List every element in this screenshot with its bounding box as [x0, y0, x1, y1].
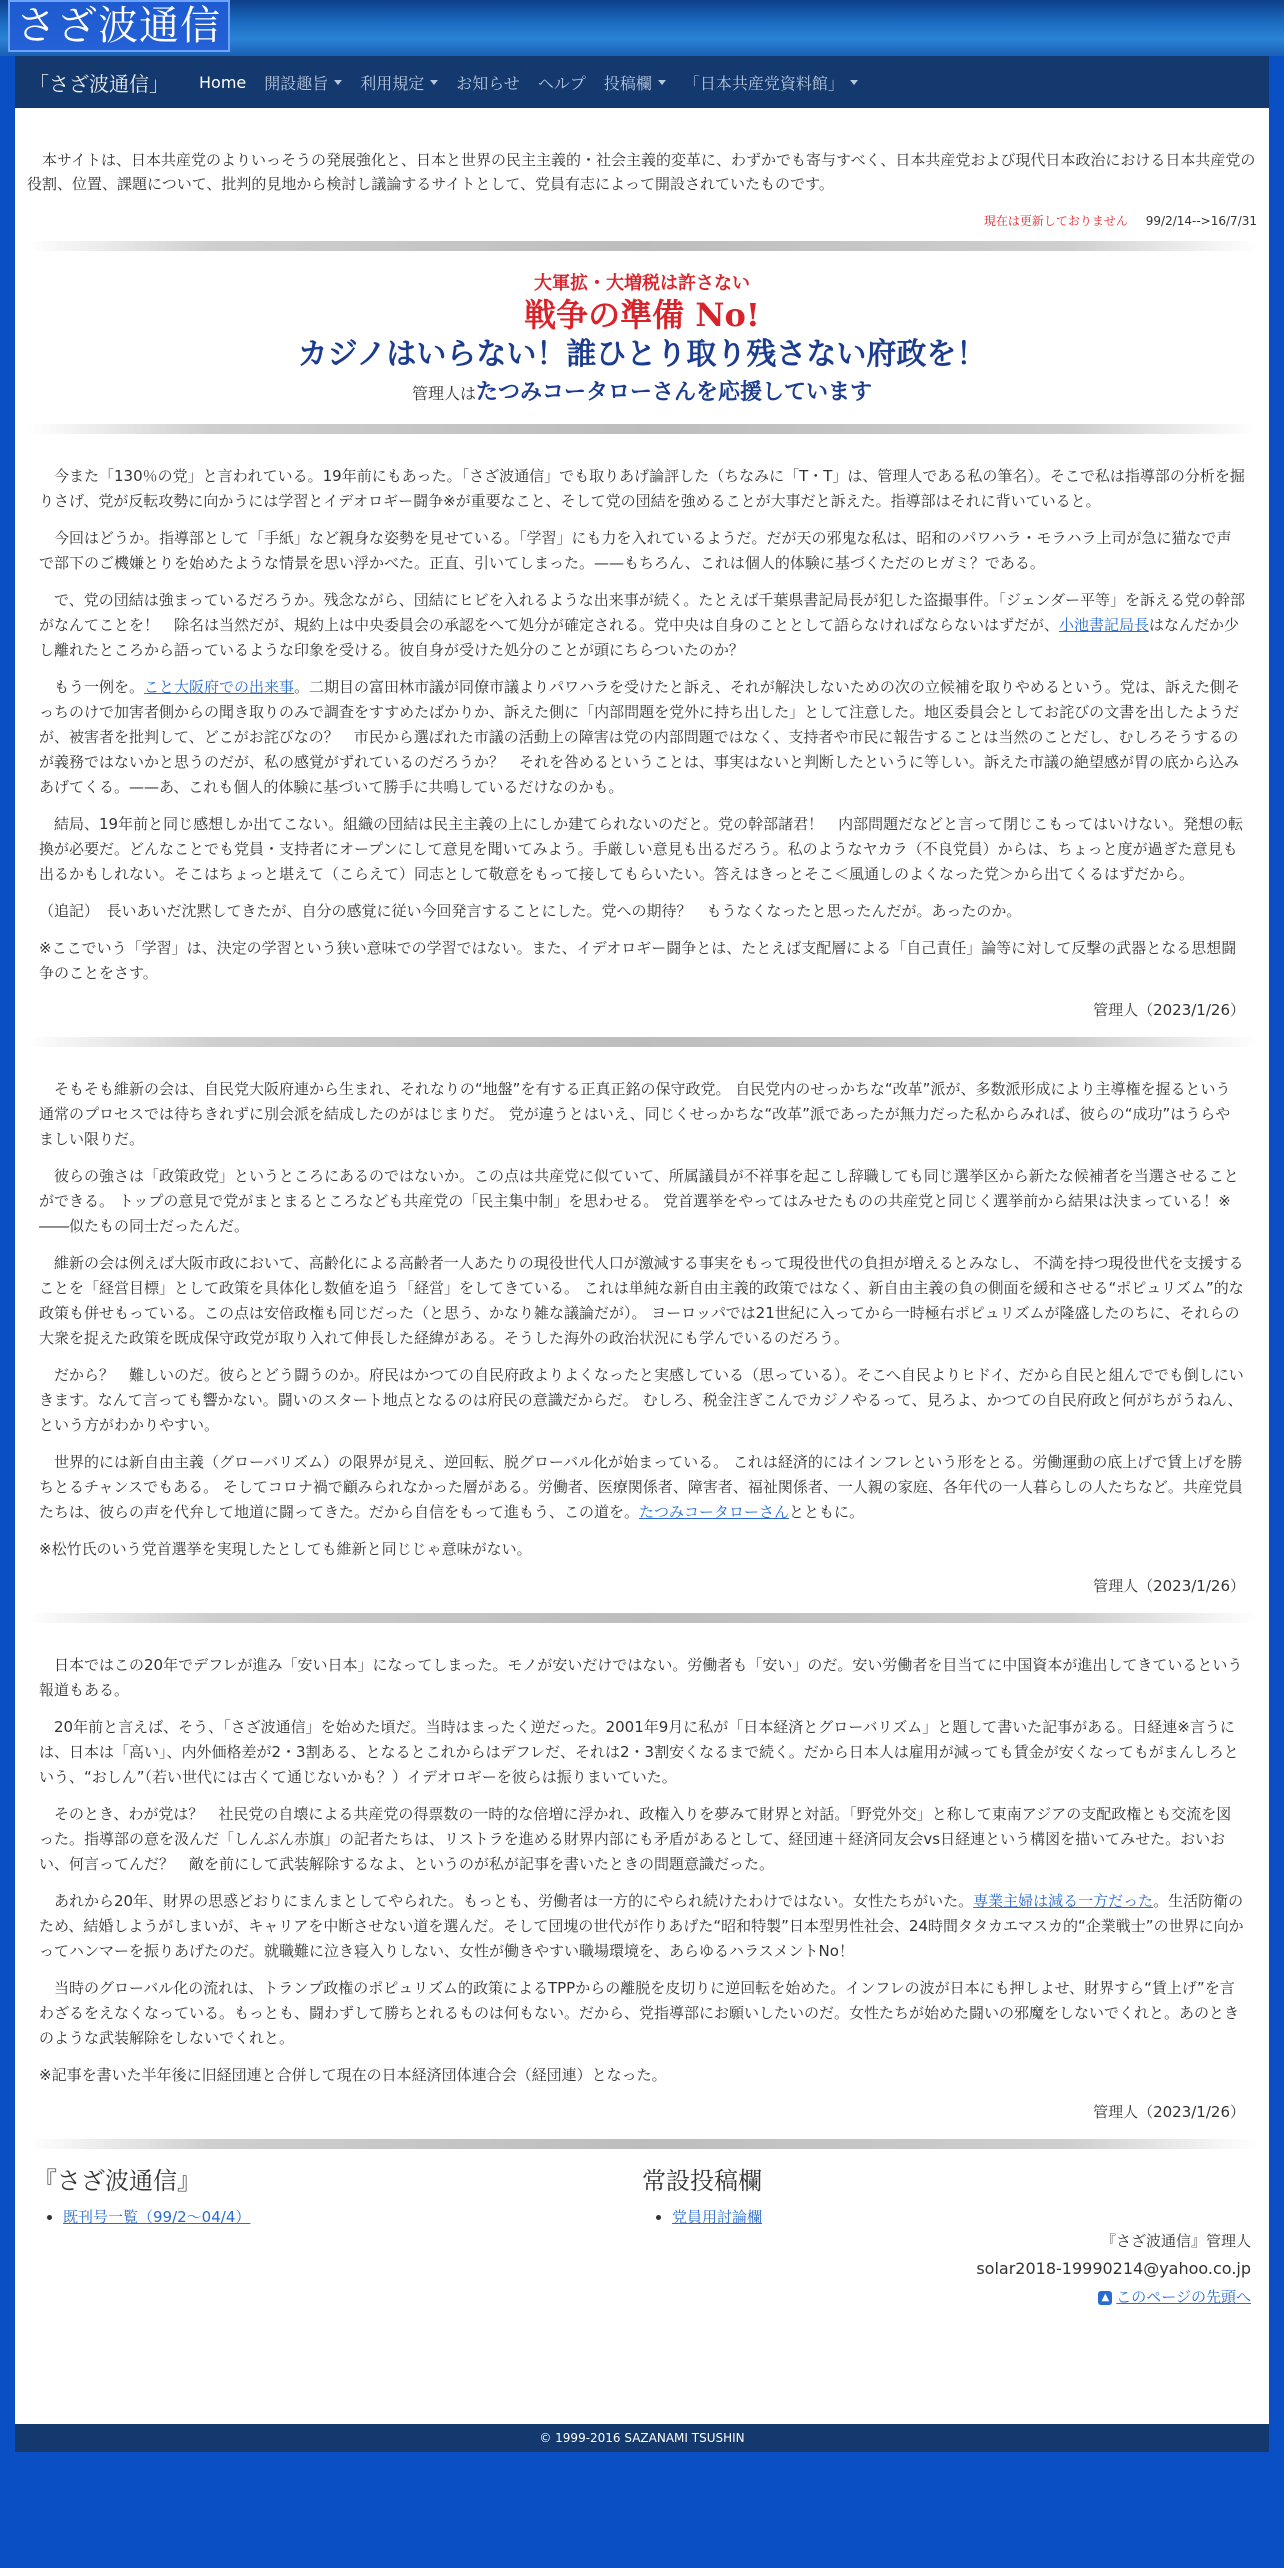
article-paragraph: （追記） 長いあいだ沈黙してきたが、自分の感覚に従い今回発言することにした。党への期待？ もうなくなったと思ったんだが。あったのか。 [39, 902, 1022, 920]
article-paragraph: 当時のグローバル化の流れは、トランプ政権のポピュリズム的政策によるTPPからの離脱を皮切りに逆回転を始めた。インフレの波が日本にも押しよせ、財界すら“賃上げ”を言わざるをえなくなっている。もっとも、闘わずして勝ちとれるものは何もない。だから、党指導部にお願いしたいのだ。女性たちが始めた闘いの邪魔をしないでくれと。あのときのような武装解除をしないでくれと。 [39, 1979, 1240, 2047]
article-paragraph: 今また「130％の党」と言われている。19年前にもあった。「さざ波通信」でも取りあげ論評した（ちなみに「T・T」は、管理人である私の筆名）。そこで私は指導部の分析を掘りさげ、党が反転攻勢に向かうには学習とイデオロギー闘争※が重要なこと、そして党の団結を強めることが大事だと訴えた。指導部はそれに背いていると。 [39, 467, 1245, 510]
article-footnote: ※ここでいう「学習」は、決定の学習という狭い意味での学習ではない。また、イデオロギー闘争とは、たとえば支配層による「自己責任」論等に対して反撃の武器となる思想闘争のことをさす。 [39, 939, 1237, 982]
article-paragraph: あれから20年、財界の思惑どおりにまんまとしてやられた。もっとも、労働者は一方的にやられ続けたわけではない。女性たちがいた。専業主婦は減る一方だった。生活防衛のため、結婚しようがしまいが、キャリアを中断させない道を選んだ。そして団塊の世代が作りあげた“昭和特製”日本型男性社会、24時間タタカエマスカ的“企業戦士”の世界に向かってハンマーを振りあげたのだ。就職難に泣き寝入りしない、女性が働きやすい職場環境を、あらゆるハラスメントNo！ [39, 1892, 1244, 1960]
copyright-bar: © 1999-2016 SAZANAMI TSUSHIN [15, 2424, 1269, 2452]
article-paragraph: 彼らの強さは「政策政党」というところにあるのではないか。この点は共産党に似ていて、所属議員が不祥事を起こし辞職しても同じ選挙区から新たな候補者を当選させることができる。 トップの意見で党がまとまるところなども共産党の「民主集中制」を思わせる。 党首選挙をやってはみせたものの共産党と同じく選挙前から結果は決まっている！※ ――似たもの同士だったんだ。 [39, 1167, 1246, 1235]
nav-news[interactable]: お知らせ [456, 73, 520, 93]
nav-home[interactable]: Home [199, 72, 247, 92]
nav-help[interactable]: ヘルプ [537, 73, 586, 93]
admin-label: 『さざ波通信』管理人 [1100, 2232, 1251, 2250]
link-member-forum[interactable]: 党員用討論欄 [672, 2208, 763, 2226]
divider [27, 241, 1257, 251]
site-logo[interactable]: さざ波通信 [8, 0, 230, 52]
footer-columns [27, 2161, 1257, 2227]
link-housewives[interactable]: 専業主婦は減る一方だった [973, 1892, 1154, 1910]
article-footnote: ※記事を書いた半年後に旧経団連と合併して現在の日本経済団体連合会（経団連）となった。 [39, 2066, 667, 2084]
banner-line2: 戦争の準備 No! [524, 296, 760, 334]
article-paragraph: 結局、19年前と同じ感想しか出てこない。組織の団結は民主主義の上にしか建てられないのだと。党の幹部諸君！ 内部問題だなどと言って閉じこもってはいけない。発想の転換が必要だ。どんなことでも党員・支持者にオープンにして意見を聞いてみよう。手厳しい意見も出るだろう。私のようなヤカラ（不良党員）からは、ちょっと度が過ぎた意見も出るかもしれない。そこはちょっと堪えて（こらえて）同志として敬意をもって接してもらいたい。答えはきっとそこ＜風通しのよくなった党＞から出てくるはずだから。 [39, 815, 1244, 883]
article-paragraph: もう一例を。こと大阪府での出来事。二期目の富田林市議が同僚市議よりパワハラを受けたと訴え、それが解決しないための次の立候補を取りやめるという。党は、訴えた側そっちのけで加害者側からの聞き取りのみで調査をすすめたばかりか、訴えた側に「内部問題を党外に持ち出した」として注意した。地区委員会としてお詫びの文書を出したようだが、被害者を批判して、どこがお詫びなの？ 市民から選ばれた市議の活動上の障害は党の内部問題ではなく、支持者や市民に報告することは当然のことだし、むしろそうするのが義務ではないかと思うのだが、私の感覚がずれているのだろうか？ それを咎めるということは、事実はないと判断したというに等しい。訴えた市議の絶望感が胃の底から込みあげてくる。——あ、これも個人的体験に基づいて勝手に共鳴しているだけなのかも。 [39, 678, 1240, 796]
article-paragraph: 日本ではこの20年でデフレが進み「安い日本」になってしまった。モノが安いだけではない。労働者も「安い」のだ。安い労働者を目当てに中国資本が進出してきているという報道もある。 [39, 1656, 1243, 1699]
banner-line4: 管理人はたつみコータローさんを応援しています [411, 379, 873, 405]
nav-terms[interactable]: 利用規定 [360, 71, 438, 94]
divider [27, 424, 1257, 434]
admin-email: solar2018-19990214@yahoo.co.jp [976, 2259, 1251, 2278]
article-paragraph: 世界的には新自由主義（グローバリズム）の限界が見え、逆回転、脱グローバル化が始まっている。 これは経済的にはインフレという形をとる。労働運動の底上げで賃上げを勝ちとるチャンスでもある。 そしてコロナ禍で顧みられなかった層がある。労働者、医療関係者、障害者、福祉関係者、一人親の家庭、各年代の一人暮らしの人たちなど。共産党員たちは、彼らの声を代弁して地道に闘ってきた。だから自信をもって進もう、この道を。たつみコータローさんとともに。 [39, 1453, 1243, 1521]
nav-archive[interactable]: 「日本共産党資料館」 [684, 71, 858, 94]
status-notice: 現在は更新しておりません [983, 214, 1128, 228]
status-period: 99/2/14-->16/7/31 [1145, 214, 1257, 228]
caret-down-icon [850, 80, 858, 85]
article-1 [27, 464, 1257, 1023]
banner-line3: カジノはいらない！誰ひとり取り残さない府政を！ [297, 337, 987, 372]
divider [27, 1613, 1257, 1623]
article-paragraph: 維新の会は例えば大阪市政において、高齢化による高齢者一人あたりの現役世代人口が激減する事実をもって現役世代の負担が増えるとみなし、 不満を持つ現役世代を支援することを「経営目標」として政策を具体化し数値を追う「経営」をしてきている。 これは単純な新自由主義的政策ではなく、新自由主義の負の側面を緩和させる“ポピュリズム”的な政策も併せもっている。この点は安倍政権も同じだった（と思う、かなり雑な議論だが）。 ヨーロッパでは21世紀に入ってから一時極右ポピュリズムが隆盛したのちに、それらの大衆を捉えた政策を既成保守政党が取り入れて伸長した経緯がある。そうした海外の政治状況にも学んでいるのだろう。 [39, 1254, 1244, 1347]
footer-col-archive [33, 2161, 642, 2227]
back-to-top-link[interactable]: ▲ このページの先頭へ [1098, 2288, 1251, 2306]
article-signature: 管理人（2023/1/26） [1093, 1577, 1245, 1595]
article-footnote: ※松竹氏のいう党首選挙を実現したとしても維新と同じじゃ意味がない。 [39, 1540, 532, 1558]
article-paragraph: 20年前と言えば、そう、「さざ波通信」を始めた頃だ。当時はまったく逆だった。2001年9月に私が「日本経済とグローバリズム」と題して書いた記事がある。日経連※言うには、日本は「高い」、内外価格差が2・3割ある、となるとこれからはデフレだ、それは2・3割安くなるまで続く。だから日本人は雇用が減っても賃金が安くなってもがまんしろという、“おしん”（若い世代には古くて通じないかも？）イデオロギーを彼らは振りまいていた。 [39, 1718, 1239, 1786]
footer-col-title: 『さざ波通信』 [33, 2167, 201, 2195]
link-osaka-incident[interactable]: こと大阪府での出来事 [144, 678, 295, 696]
intro-text: 本サイトは、日本共産党のよりいっそうの発展強化と、日本と世界の民主主義的・社会主義的変革に、わずかでも寄与すべく、日本共産党および現代日本政治における日本共産党の役割、位置、課題について、批判的見地から検討し議論するサイトとして、党員有志によって開設されていたものです。 [27, 151, 1256, 193]
navbar-brand[interactable]: 「さざ波通信」 [29, 71, 169, 96]
article-2 [27, 1077, 1257, 1599]
status-line [27, 212, 1257, 229]
footer-col-posts [642, 2161, 1251, 2227]
article-3 [27, 1653, 1257, 2125]
divider [27, 2139, 1257, 2149]
article-paragraph: で、党の団結は強まっているだろうか。残念ながら、団結にヒビを入れるような出来事が続く。たとえば千葉県書記局長が犯した盗撮事件。「ジェンダー平等」を訴える党の幹部がなんてことを！ 除名は当然だが、規約上は中央委員会の承認をへて処分が確定される。党中央は自身のこととして語らなければならないはずだが、小池書記局長はなんだか少し離れたところから語っているような印象を受ける。彼自身が受けた処分のことが頭にちらついたのか？ [39, 591, 1246, 659]
nav-posts[interactable]: 投稿欄 [604, 71, 666, 94]
campaign-banner [27, 263, 1257, 412]
link-back-issues[interactable]: 既刊号一覧（99/2～04/4） [63, 2208, 251, 2226]
footer-col-title: 常設投稿欄 [642, 2167, 762, 2195]
contact-block [27, 2227, 1257, 2311]
nav-purpose[interactable]: 開設趣旨 [264, 71, 342, 94]
link-koike[interactable]: 小池書記局長 [1059, 616, 1150, 634]
article-paragraph: 今回はどうか。指導部として「手紙」など親身な姿勢を見せている。「学習」にも力を入れているようだ。だが天の邪鬼な私は、昭和のパワハラ・モラハラ上司が急に猫なで声で部下のご機嫌とりを始めたような情景を思い浮かべた。正直、引いてしまった。——もちろん、これは個人的体験に基づくただのヒガミ？である。 [39, 529, 1232, 572]
article-paragraph: そのとき、わが党は？ 社民党の自壊による共産党の得票数の一時的な倍増に浮かれ、政権入りを夢みて財界と対話。「野党外交」と称して東南アジアの支配政権とも交流を図った。指導部の意を汲んだ「しんぶん赤旗」の記者たちは、リストラを進める財界内部にも矛盾があるとして、経団連＋経済同友会vs日経連という構図を描いてみせた。おいおい、何言ってんだ？ 敵を前にして武装解除するなよ、というのが私が記事を書いたときの問題意識だった。 [39, 1805, 1232, 1873]
caret-down-icon [658, 80, 666, 85]
article-paragraph: そもそも維新の会は、自民党大阪府連から生まれ、それなりの“地盤”を有する正真正銘の保守政党。 自民党内のせっかちな“改革”派が、多数派形成により主導権を握るという通常のプロセスでは待ちきれずに別会派を結成したのがはじまりだ。 党が違うとはいえ、同じくせっかちな“改革”派であったが無力だった私からみれば、彼らの“成功”はうらやましい限りだ。 [39, 1080, 1231, 1148]
main-content [15, 108, 1269, 2424]
banner-line1: 大軍拡・大増税は許さない [534, 273, 750, 294]
divider [27, 1037, 1257, 1047]
article-signature: 管理人（2023/1/26） [1093, 2103, 1245, 2121]
article-signature: 管理人（2023/1/26） [1093, 1001, 1245, 1019]
article-paragraph: だから？ 難しいのだ。彼らとどう闘うのか。府民はかつての自民府政よりよくなったと実感している（思っている）。そこへ自民よりヒドイ、だから自民と組んででも倒しにいきます。なんて言っても響かない。闘いのスタート地点となるのは府民の意識だからだ。 むしろ、税金注ぎこんでカジノやるって、見ろよ、かつての自民府政と何がちがうねん、という方がわかりやすい。 [39, 1366, 1244, 1434]
caret-down-icon [334, 80, 342, 85]
caret-down-icon [430, 80, 438, 85]
main-navbar [15, 56, 1269, 108]
link-tatsumi[interactable]: たつみコータローさん [639, 1503, 790, 1521]
arrow-up-icon: ▲ [1098, 2291, 1112, 2305]
